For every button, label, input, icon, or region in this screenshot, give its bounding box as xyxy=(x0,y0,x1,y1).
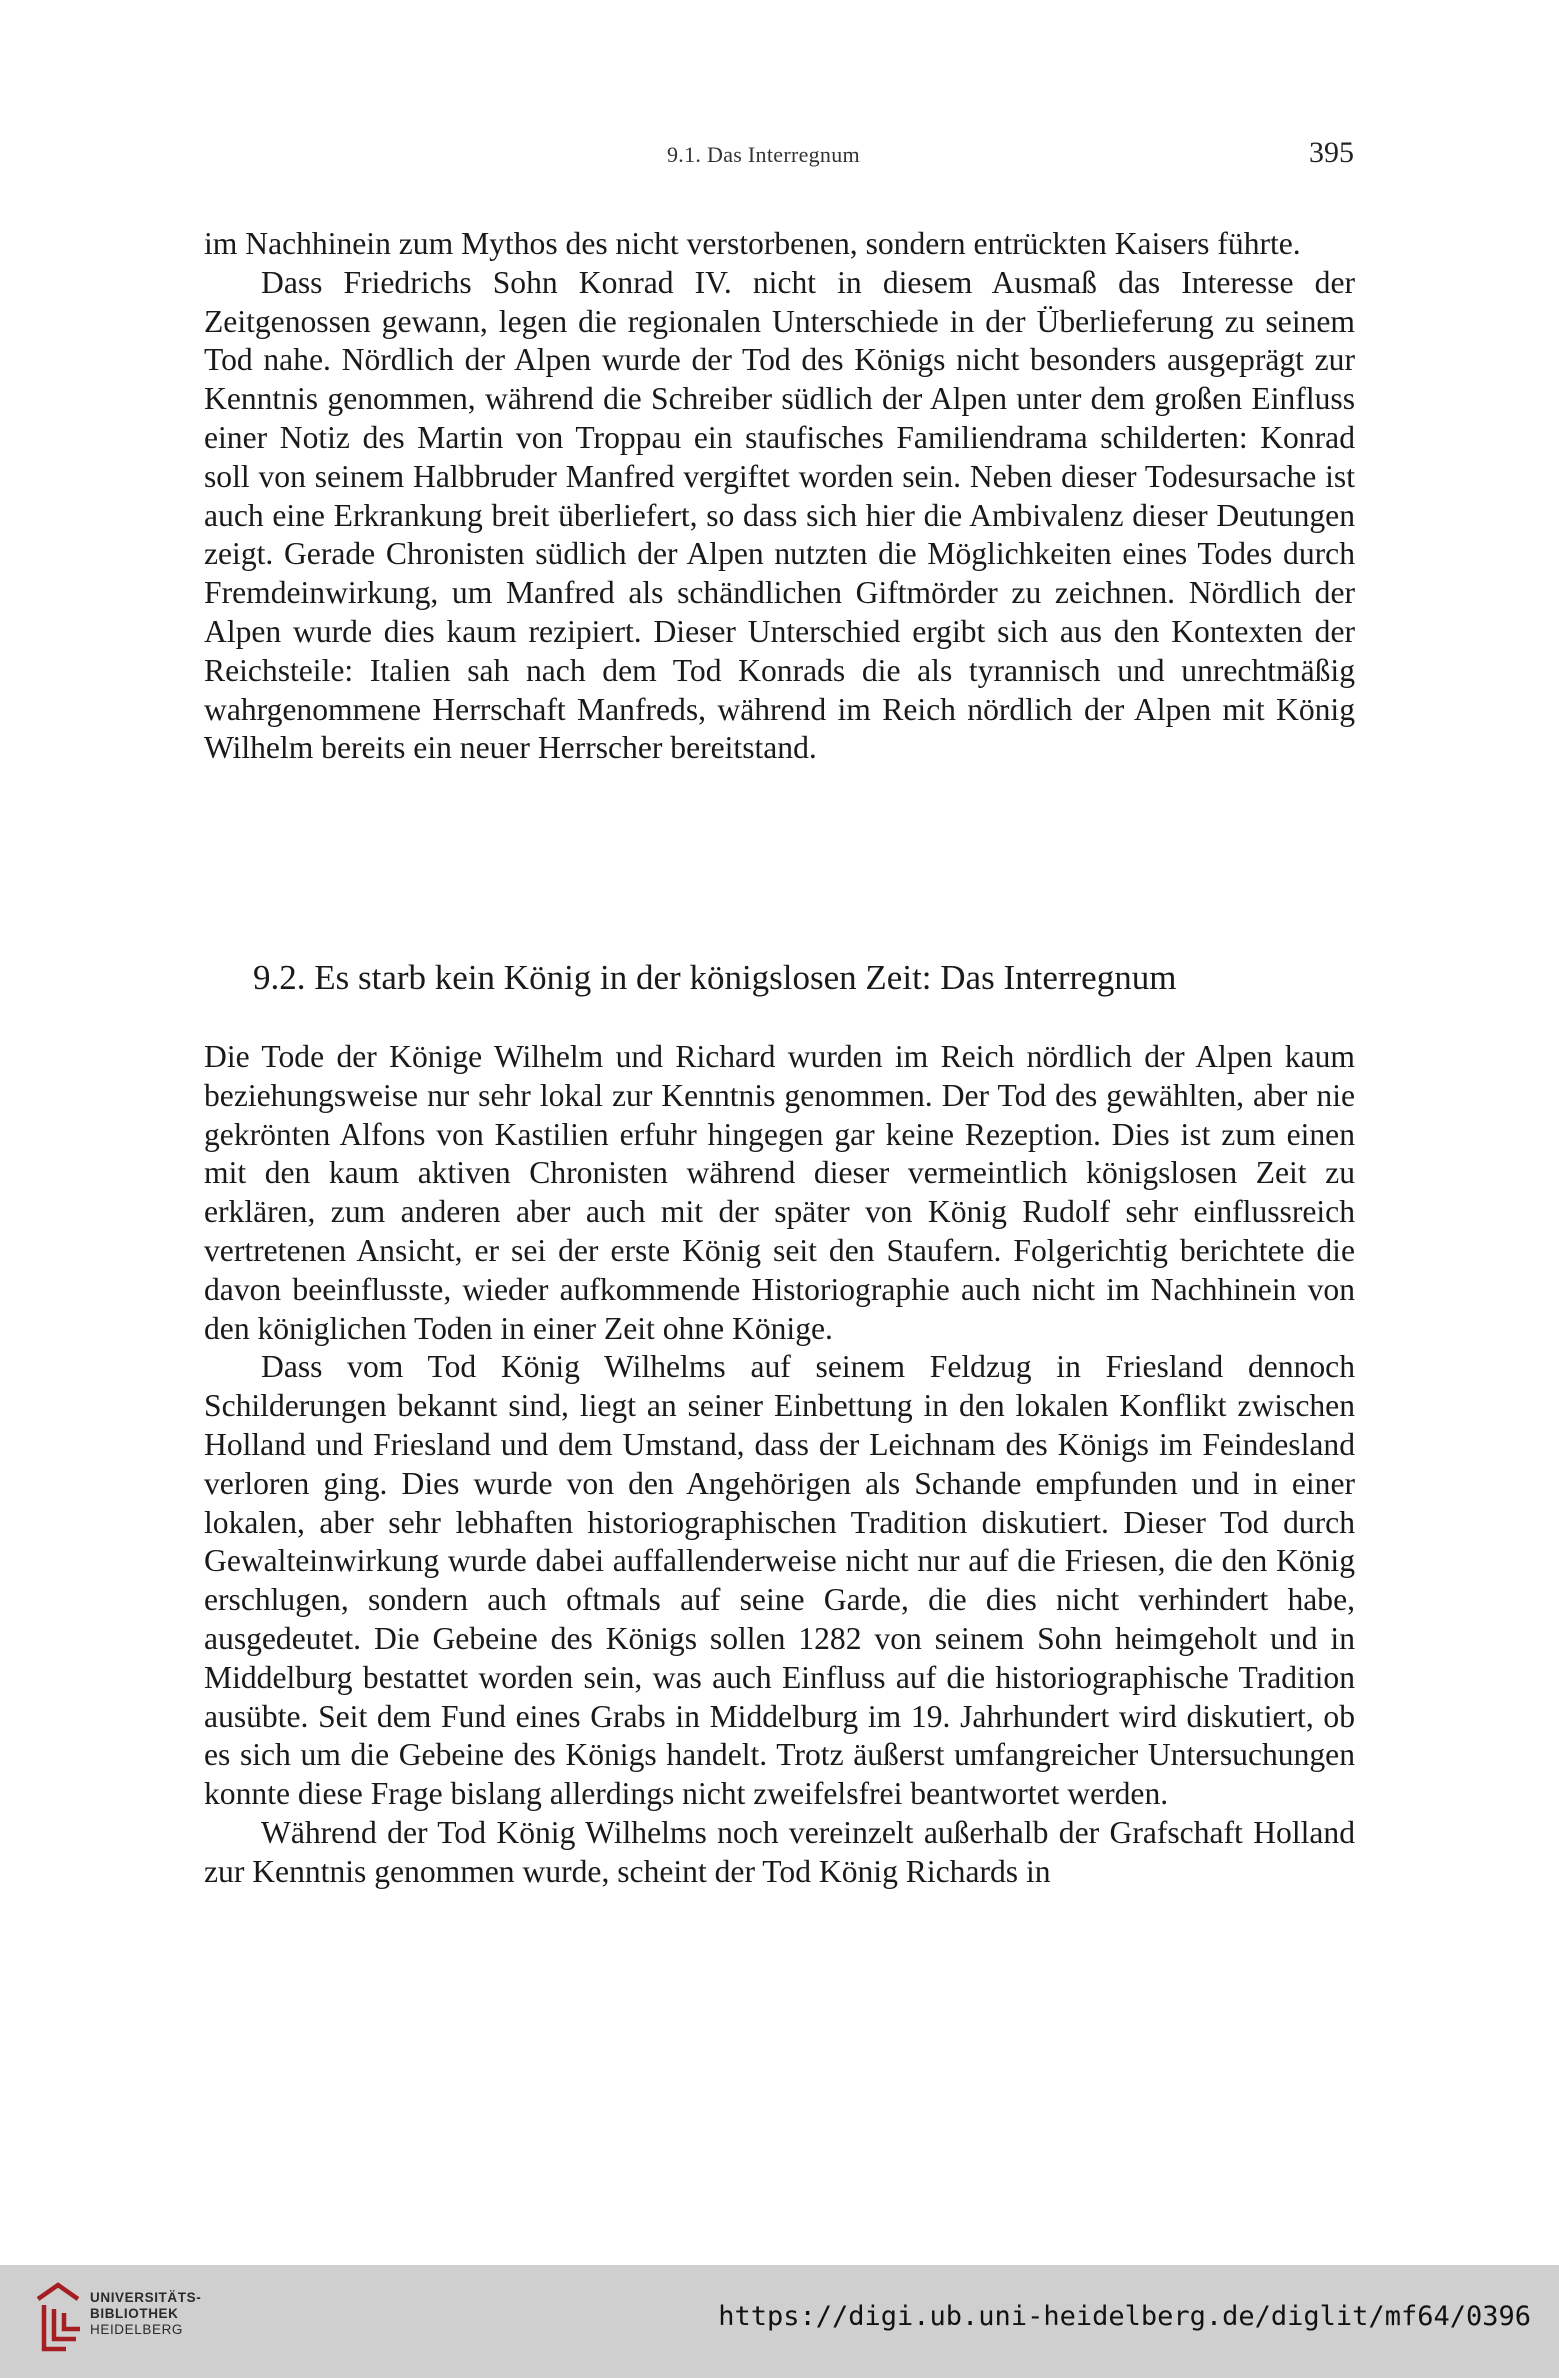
footer-bar xyxy=(0,2265,1559,2378)
library-logo-icon xyxy=(30,2279,86,2359)
source-url-link[interactable]: https://digi.ub.uni-heidelberg.de/diglit/mf64/0396 xyxy=(718,2301,1531,2332)
paragraph: Während der Tod König Wilhelms noch vereinzelt außerhalb der Grafschaft Holland zur Kenntnis genommen wurde, scheint der Tod König Richards in xyxy=(204,1814,1355,1889)
page-number: 395 xyxy=(1309,136,1354,169)
paragraph: Dass Friedrichs Sohn Konrad IV. nicht in diesem Ausmaß das Interesse der Zeitgenossen gewann, legen die regionalen Unterschiede in der Überlieferung zu seinem Tod nahe. Nördlich der Alpen wurde der Tod des Königs nicht besonders ausgeprägt zur Kenntnis genommen, während die Schreiber südlich der Alpen unter dem großen Einfluss einer Notiz des Martin von Troppau ein staufisches Familiendrama schilderten: Konrad soll von seinem Halbbruder Manfred vergiftet worden sein. Neben dieser Todesursache ist auch eine Erkrankung breit überliefert, so dass sich hier die Ambivalenz dieser Deutungen zeigt. Gerade Chronisten südlich der Alpen nutzten die Möglichkeiten eines Todes durch Fremdeinwirkung, um Manfred als schändlichen Giftmörder zu zeichnen. Nördlich der Alpen wurde dies kaum rezipiert. Dieser Unterschied ergibt sich aus den Kontexten der Reichsteile: Italien sah nach dem Tod Konrads die als tyrannisch und unrechtmäßig wahrgenommene Herrschaft Manfreds, während im Reich nördlich der Alpen mit König Wilhelm bereits ein neuer Herrscher bereitstand. xyxy=(204,264,1355,766)
paragraph: Die Tode der Könige Wilhelm und Richard wurden im Reich nördlich der Alpen kaum beziehungsweise nur sehr lokal zur Kenntnis genommen. Der Tod des gewählten, aber nie gekrönten Alfons von Kastilien erfuhr hingegen gar keine Rezeption. Dies ist zum einen mit den kaum aktiven Chronisten während dieser vermeintlich königslosen Zeit zu erklären, zum anderen aber auch mit der später von König Rudolf sehr einflussreich vertretenen Ansicht, er sei der erste König seit den Staufern. Folgerichtig berichtete die davon beeinflusste, wieder aufkommende Historiographie auch nicht im Nachhinein von den königlichen Toden in einer Zeit ohne Könige. xyxy=(204,1039,1355,1346)
text-block-section xyxy=(204,1038,1355,1892)
library-logo-text: UNIVERSITÄTS- BIBLIOTHEK HEIDELBERG xyxy=(90,2290,202,2337)
running-title: 9.1. Das Interregnum xyxy=(667,142,860,167)
paragraph-continuation: im Nachhinein zum Mythos des nicht verstorbenen, sondern entrückten Kaisers führte. xyxy=(204,226,1301,261)
text-block-top xyxy=(204,225,1355,768)
running-head xyxy=(0,136,1559,176)
section-heading: 9.2. Es starb kein König in der königslosen Zeit: Das Interregnum xyxy=(253,958,1177,997)
paragraph: Dass vom Tod König Wilhelms auf seinem Feldzug in Friesland dennoch Schilderungen bekannt sind, liegt an seiner Einbettung in den lokalen Konflikt zwischen Holland und Friesland und dem Umstand, dass der Leichnam des Königs im Feindesland verloren ging. Dies wurde von den Angehörigen als Schande empfunden und in einer lokalen, aber sehr lebhaften historiographischen Tradition diskutiert. Dieser Tod durch Gewalteinwirkung wurde dabei auffallenderweise nicht nur auf die Friesen, die den König erschlugen, sondern auch oftmals auf seine Garde, die dies nicht verhindert habe, ausgedeutet. Die Gebeine des Königs sollen 1282 von seinem Sohn heimgeholt und in Middelburg bestattet worden sein, was auch Einfluss auf die historiographische Tradition ausübte. Seit dem Fund eines Grabs in Middelburg im 19. Jahrhundert wird diskutiert, ob es sich um die Gebeine des Königs handelt. Trotz äußerst umfangreicher Untersuchungen konnte diese Frage bislang allerdings nicht zweifelsfrei beantwortet werden. xyxy=(204,1349,1355,1812)
